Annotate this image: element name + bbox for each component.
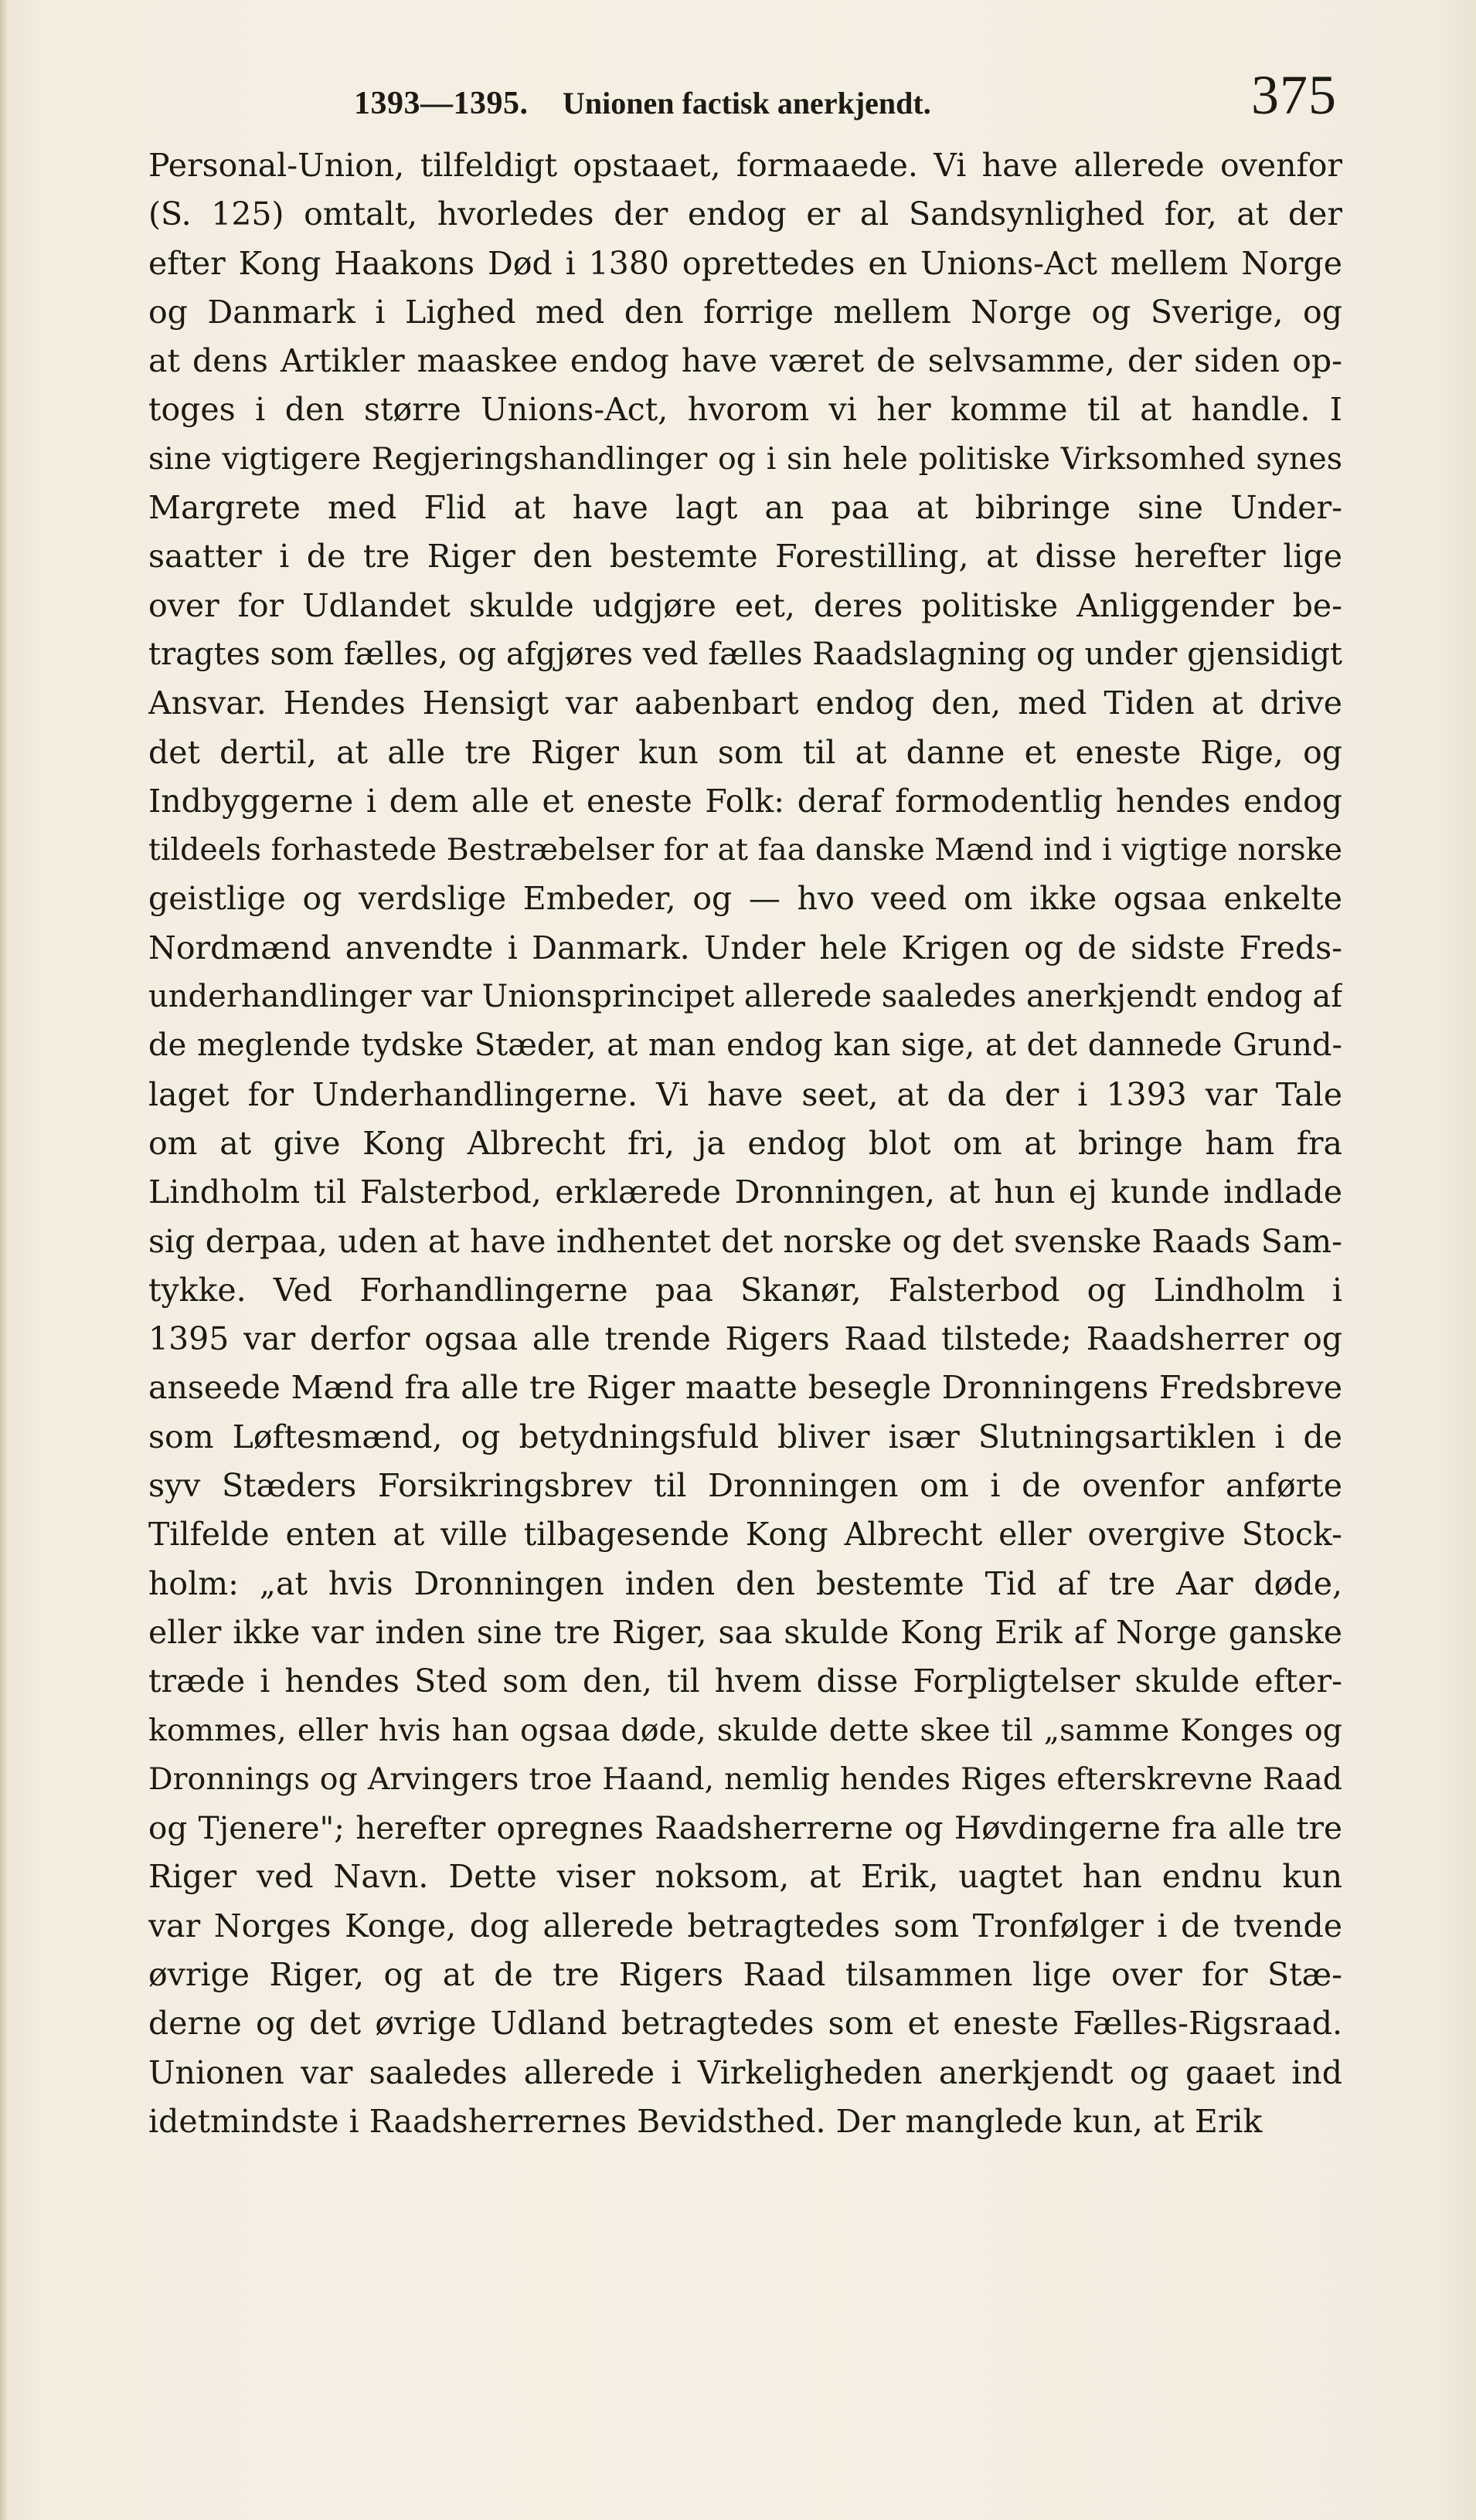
page-left-edge-shadow [0,0,8,2520]
text-line: Riger ved Navn. Dette viser noksom, at Erik, uagtet han endnu kun [148,1858,1342,1896]
text-line: som Løftesmænd, og betydningsfuld bliver især Slutningsartiklen i de [148,1418,1342,1455]
text-line: træde i hendes Sted som den, til hvem disse Forpligtelser skulde efter- [148,1662,1342,1700]
text-line: geistlige og verdslige Embeder, og — hvo veed om ikke ogsaa enkelte [148,880,1342,918]
text-line: tildeels forhastede Bestræbelser for at faa danske Mænd ind i vigtige norske [148,832,1342,868]
text-line: derne og det øvrige Udland betragtedes som et eneste Fælles-Rigsraad. [148,2005,1342,2043]
text-line: anseede Mænd fra alle tre Riger maatte besegle Dronningens Fredsbreve [148,1369,1342,1407]
text-line: at dens Artikler maaskee endog have været de selvsamme, der siden op- [148,342,1342,380]
text-line: saatter i de tre Riger den bestemte Forestilling, at disse herefter lige [148,538,1342,576]
text-line: 1395 var derfor ogsaa alle trende Rigers Raad tilstede; Raadsherrer og [148,1320,1342,1358]
text-line: sig derpaa, uden at have indhentet det norske og det svenske Raads Sam- [148,1222,1342,1260]
text-line: efter Kong Haakons Død i 1380 oprettedes en Unions-Act mellem Norge [148,244,1342,282]
page-number: 375 [1251,64,1337,126]
text-line: Nordmænd anvendte i Danmark. Under hele Krigen og de sidste Freds- [148,929,1342,966]
text-line: eller ikke var inden sine tre Riger, saa skulde Kong Erik af Norge ganske [148,1613,1342,1651]
page-header [155,63,1337,133]
text-line: sine vigtigere Regjeringshandlinger og i sin hele politiske Virksomhed synes [148,440,1342,477]
text-line: tykke. Ved Forhandlingerne paa Skanør, Falsterbod og Lindholm i [148,1271,1342,1309]
text-line: holm: „at hvis Dronningen inden den bestemte Tid af tre Aar døde, [148,1564,1342,1602]
text-line: Ansvar. Hendes Hensigt var aabenbart endog den, med Tiden at drive [148,684,1342,722]
text-line: det dertil, at alle tre Riger kun som til at danne et eneste Rige, og [148,733,1342,771]
text-line: Unionen var saaledes allerede i Virkeligheden anerkjendt og gaaet ind [148,2053,1342,2091]
text-line: underhandlinger var Unionsprincipet allerede saaledes anerkjendt endog af [148,979,1342,1015]
text-line: Lindholm til Falsterbod, erklærede Dronningen, at hun ej kunde indlade [148,1173,1342,1211]
text-line: laget for Underhandlingerne. Vi have seet, at da der i 1393 var Tale [148,1075,1342,1113]
text-line: de meglende tydske Stæder, at man endog kan sige, at det dannede Grund- [148,1027,1342,1064]
text-line: Margrete med Flid at have lagt an paa at bibringe sine Under- [148,489,1342,527]
text-line: Dronnings og Arvingers troe Haand, nemlig hendes Riges efterskrevne Raad [148,1761,1342,1797]
running-head: Unionen factisk anerkjendt. [563,86,931,121]
text-line: tragtes som fælles, og afgjøres ved fælles Raadslagning og under gjensidigt [148,636,1342,672]
text-line: (S. 125) omtalt, hvorledes der endog er al Sandsynlighed for, at der [148,195,1342,233]
body-text [148,141,1342,2146]
text-line: Personal-Union, tilfeldigt opstaaet, formaaede. Vi have allerede ovenfor [148,147,1342,184]
text-line: øvrige Riger, og at de tre Rigers Raad tilsammen lige over for Stæ- [148,1955,1342,1993]
text-line: og Tjenere"; herefter opregnes Raadsherrerne og Høvdingerne fra alle tre [148,1809,1342,1847]
text-line: om at give Kong Albrecht fri, ja endog blot om at bringe ham fra [148,1124,1342,1162]
text-line: Tilfelde enten at ville tilbagesende Kong Albrecht eller overgive Stock- [148,1516,1342,1554]
text-line: idetmindste i Raadsherrernes Bevidsthed. Der manglede kun, at Erik [148,2102,1263,2140]
text-line: var Norges Konge, dog allerede betragtedes som Tronfølger i de tvende [148,1907,1342,1944]
text-line: Indbyggerne i dem alle et eneste Folk: deraf formodentlig hendes endog [148,782,1342,820]
text-line: over for Udlandet skulde udgjøre eet, deres politiske Anliggender be- [148,586,1342,624]
page-year-range: 1393—1395. [354,86,529,121]
text-line: syv Stæders Forsikringsbrev til Dronningen om i de ovenfor anførte [148,1467,1342,1505]
text-line: toges i den større Unions-Act, hvorom vi her komme til at handle. I [148,391,1342,429]
text-line: kommes, eller hvis han ogsaa døde, skulde dette skee til „samme Konges og [148,1712,1342,1748]
text-line: og Danmark i Lighed med den forrige mellem Norge og Sverige, og [148,293,1342,331]
